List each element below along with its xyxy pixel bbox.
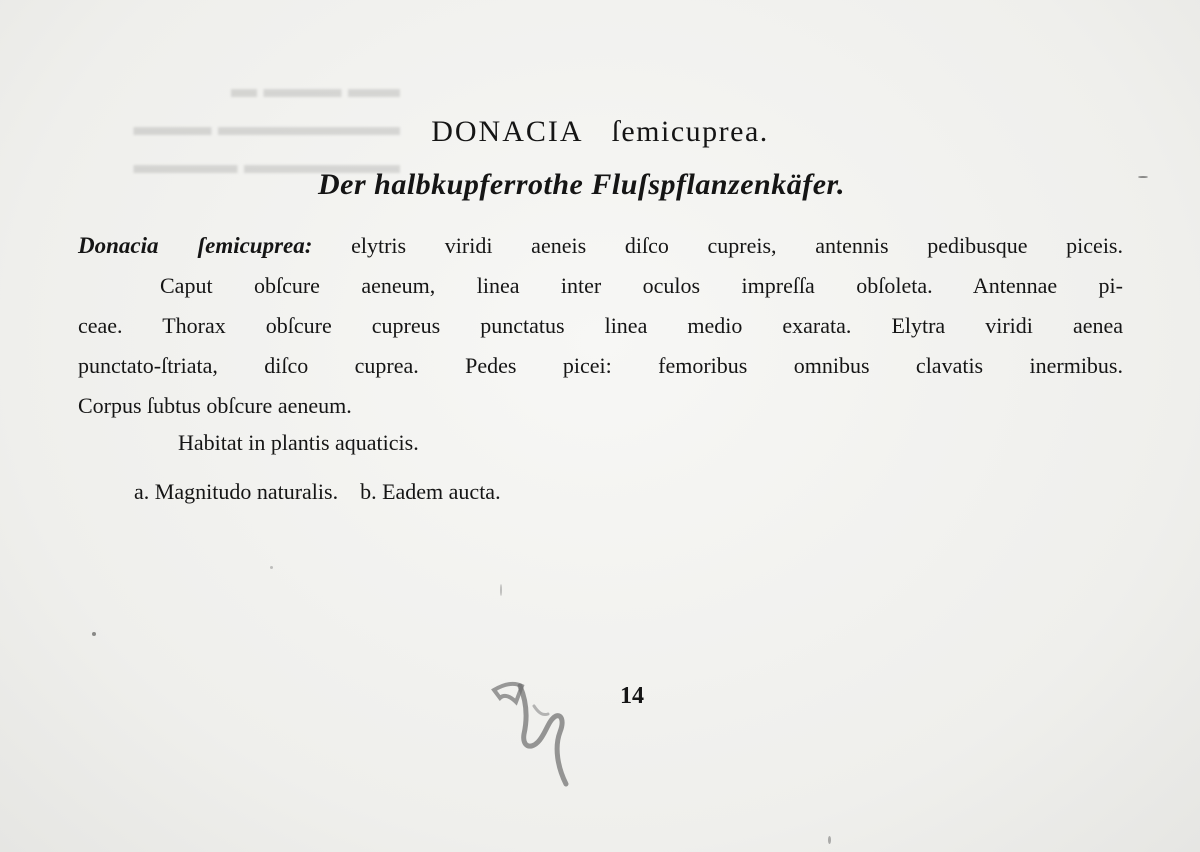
description-lead: Donacia ſemicuprea: — [78, 233, 313, 258]
species-heading — [0, 112, 1200, 149]
species-description — [78, 226, 1123, 426]
page-number: 14 — [620, 683, 644, 709]
paper-speck — [270, 566, 273, 569]
description-line-4: punctato-ſtriata, diſco cuprea. Pedes picei: femoribus omnibus clavatis inermibus. — [78, 353, 1123, 378]
description-line-1 — [78, 226, 1123, 266]
description-line-5: Corpus ſubtus obſcure aeneum. — [78, 393, 352, 418]
habitat-text: Habitat in plantis aquaticis. — [178, 430, 419, 455]
description-line-3: ceae. Thorax obſcure cupreus punctatus linea medio exarata. Elytra viridi aenea — [78, 313, 1123, 338]
paper-speck — [92, 632, 96, 636]
pencil-mark-icon — [486, 676, 586, 796]
paper-speck — [1138, 176, 1148, 178]
legend-item-a: a. Magnitudo naturalis. — [134, 479, 339, 504]
paper-speck — [828, 836, 831, 844]
german-common-name: Der halbkupferrothe Fluſspflanzenkäfer. — [318, 168, 846, 201]
bleed-through-text: ▬▬ ▬▬▬ ▬ ▬▬▬▬▬▬▬ ▬▬▬ ▬▬▬▬▬▬ ▬▬▬▬ — [133, 74, 400, 179]
description-line-2: Caput obſcure aeneum, linea inter oculos impreſſa obſoleta. Antennae pi- — [160, 273, 1123, 298]
description-line-1-text: elytris viridi aeneis diſco cupreis, antennis pedibusque piceis. — [312, 233, 1123, 258]
paper-speck — [500, 584, 502, 596]
figure-legend — [134, 479, 501, 505]
genus-name: DONACIA — [431, 115, 584, 148]
legend-item-b: b. Eadem aucta. — [360, 479, 501, 504]
species-name: ſemicuprea. — [611, 115, 769, 148]
